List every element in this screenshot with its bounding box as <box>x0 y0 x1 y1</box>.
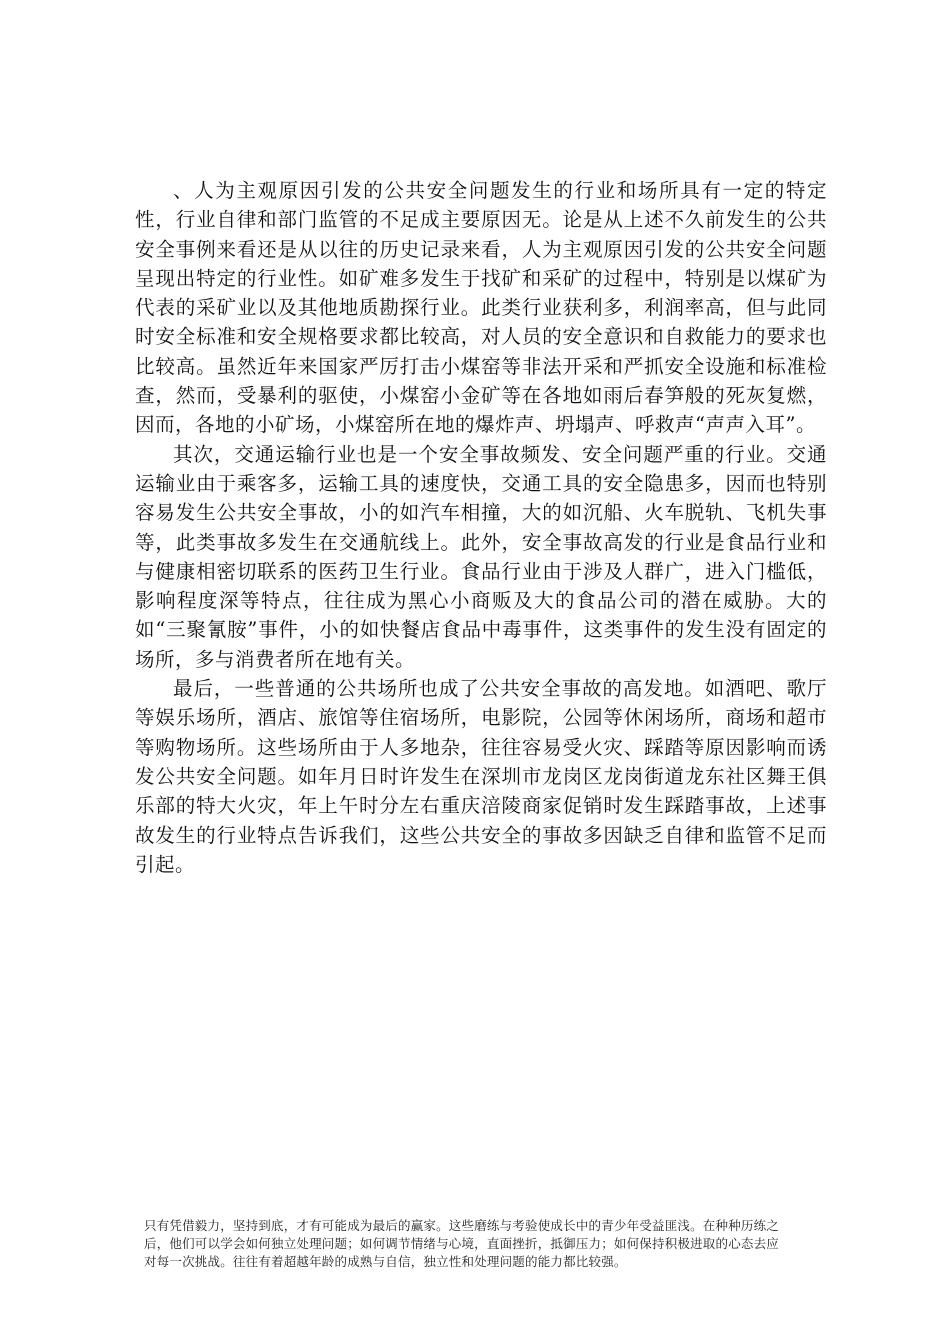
paragraph-3: 最后，一些普通的公共场所也成了公共安全事故的高发地。如酒吧、歌厅等娱乐场所，酒店、旅馆等住宿场所，电影院，公园等休闲场所，商场和超市等购物场所。这些场所由于人多地杂，往往容易受火灾、踩踏等原因影响而诱发公共安全问题。如年月日时许发生在深圳市龙岗区龙岗街道龙东社区舞王俱乐部的特大火灾，年上午时分左右重庆涪陵商家促销时发生踩踏事故，上述事故发生的行业特点告诉我们，这些公共安全的事故多因缺乏自律和监管不足而引起。 <box>135 677 827 876</box>
paragraph-2: 其次，交通运输行业也是一个安全事故频发、安全问题严重的行业。交通运输业由于乘客多，运输工具的速度快，交通工具的安全隐患多，因而也特别容易发生公共安全事故，小的如汽车相撞，大的如沉船、火车脱轨、飞机失事等，此类事故多发生在交通航线上。此外，安全事故高发的行业是食品行业和与健康相密切联系的医药卫生行业。食品行业由于涉及人群广，进入门槛低，影响程度深等特点，往往成为黑心小商贩及大的食品公司的潜在威胁。大的如“三聚氰胺”事件，小的如快餐店食品中毒事件，这类事件的发生没有固定的场所，多与消费者所在地有关。 <box>135 442 827 671</box>
paragraph-1: 、人为主观原因引发的公共安全问题发生的行业和场所具有一定的特定性，行业自律和部门监管的不足成主要原因无。论是从上述不久前发生的公共安全事例来看还是从以往的历史记录来看，人为主观原因引发的公共安全问题呈现出特定的行业性。如矿难多发生于找矿和采矿的过程中，特别是以煤矿为代表的采矿业以及其他地质勘探行业。此类行业获利多，利润率高，但与此同时安全标准和安全规格要求都比较高，对人员的安全意识和自救能力的要求也比较高。虽然近年来国家严厉打击小煤窑等非法开采和严抓安全设施和标准检查，然而，受暴利的驱使，小煤窑小金矿等在各地如雨后春笋般的死灰复燃，因而，各地的小矿场，小煤窑所在地的爆炸声、坍塌声、呼救声“声声入耳”。 <box>135 179 827 437</box>
document-body <box>135 176 827 879</box>
footer-note: 只有凭借毅力，坚持到底，才有可能成为最后的赢家。这些磨练与考验使成长中的青少年受益匪浅。在种种历练之后，他们可以学会如何独立处理问题；如何调节情绪与心境，直面挫折，抵御压力；如何保持积极进取的心态去应对每一次挑战。往往有着超越年龄的成熟与自信，独立性和处理问题的能力都比较强。 <box>144 1218 780 1269</box>
